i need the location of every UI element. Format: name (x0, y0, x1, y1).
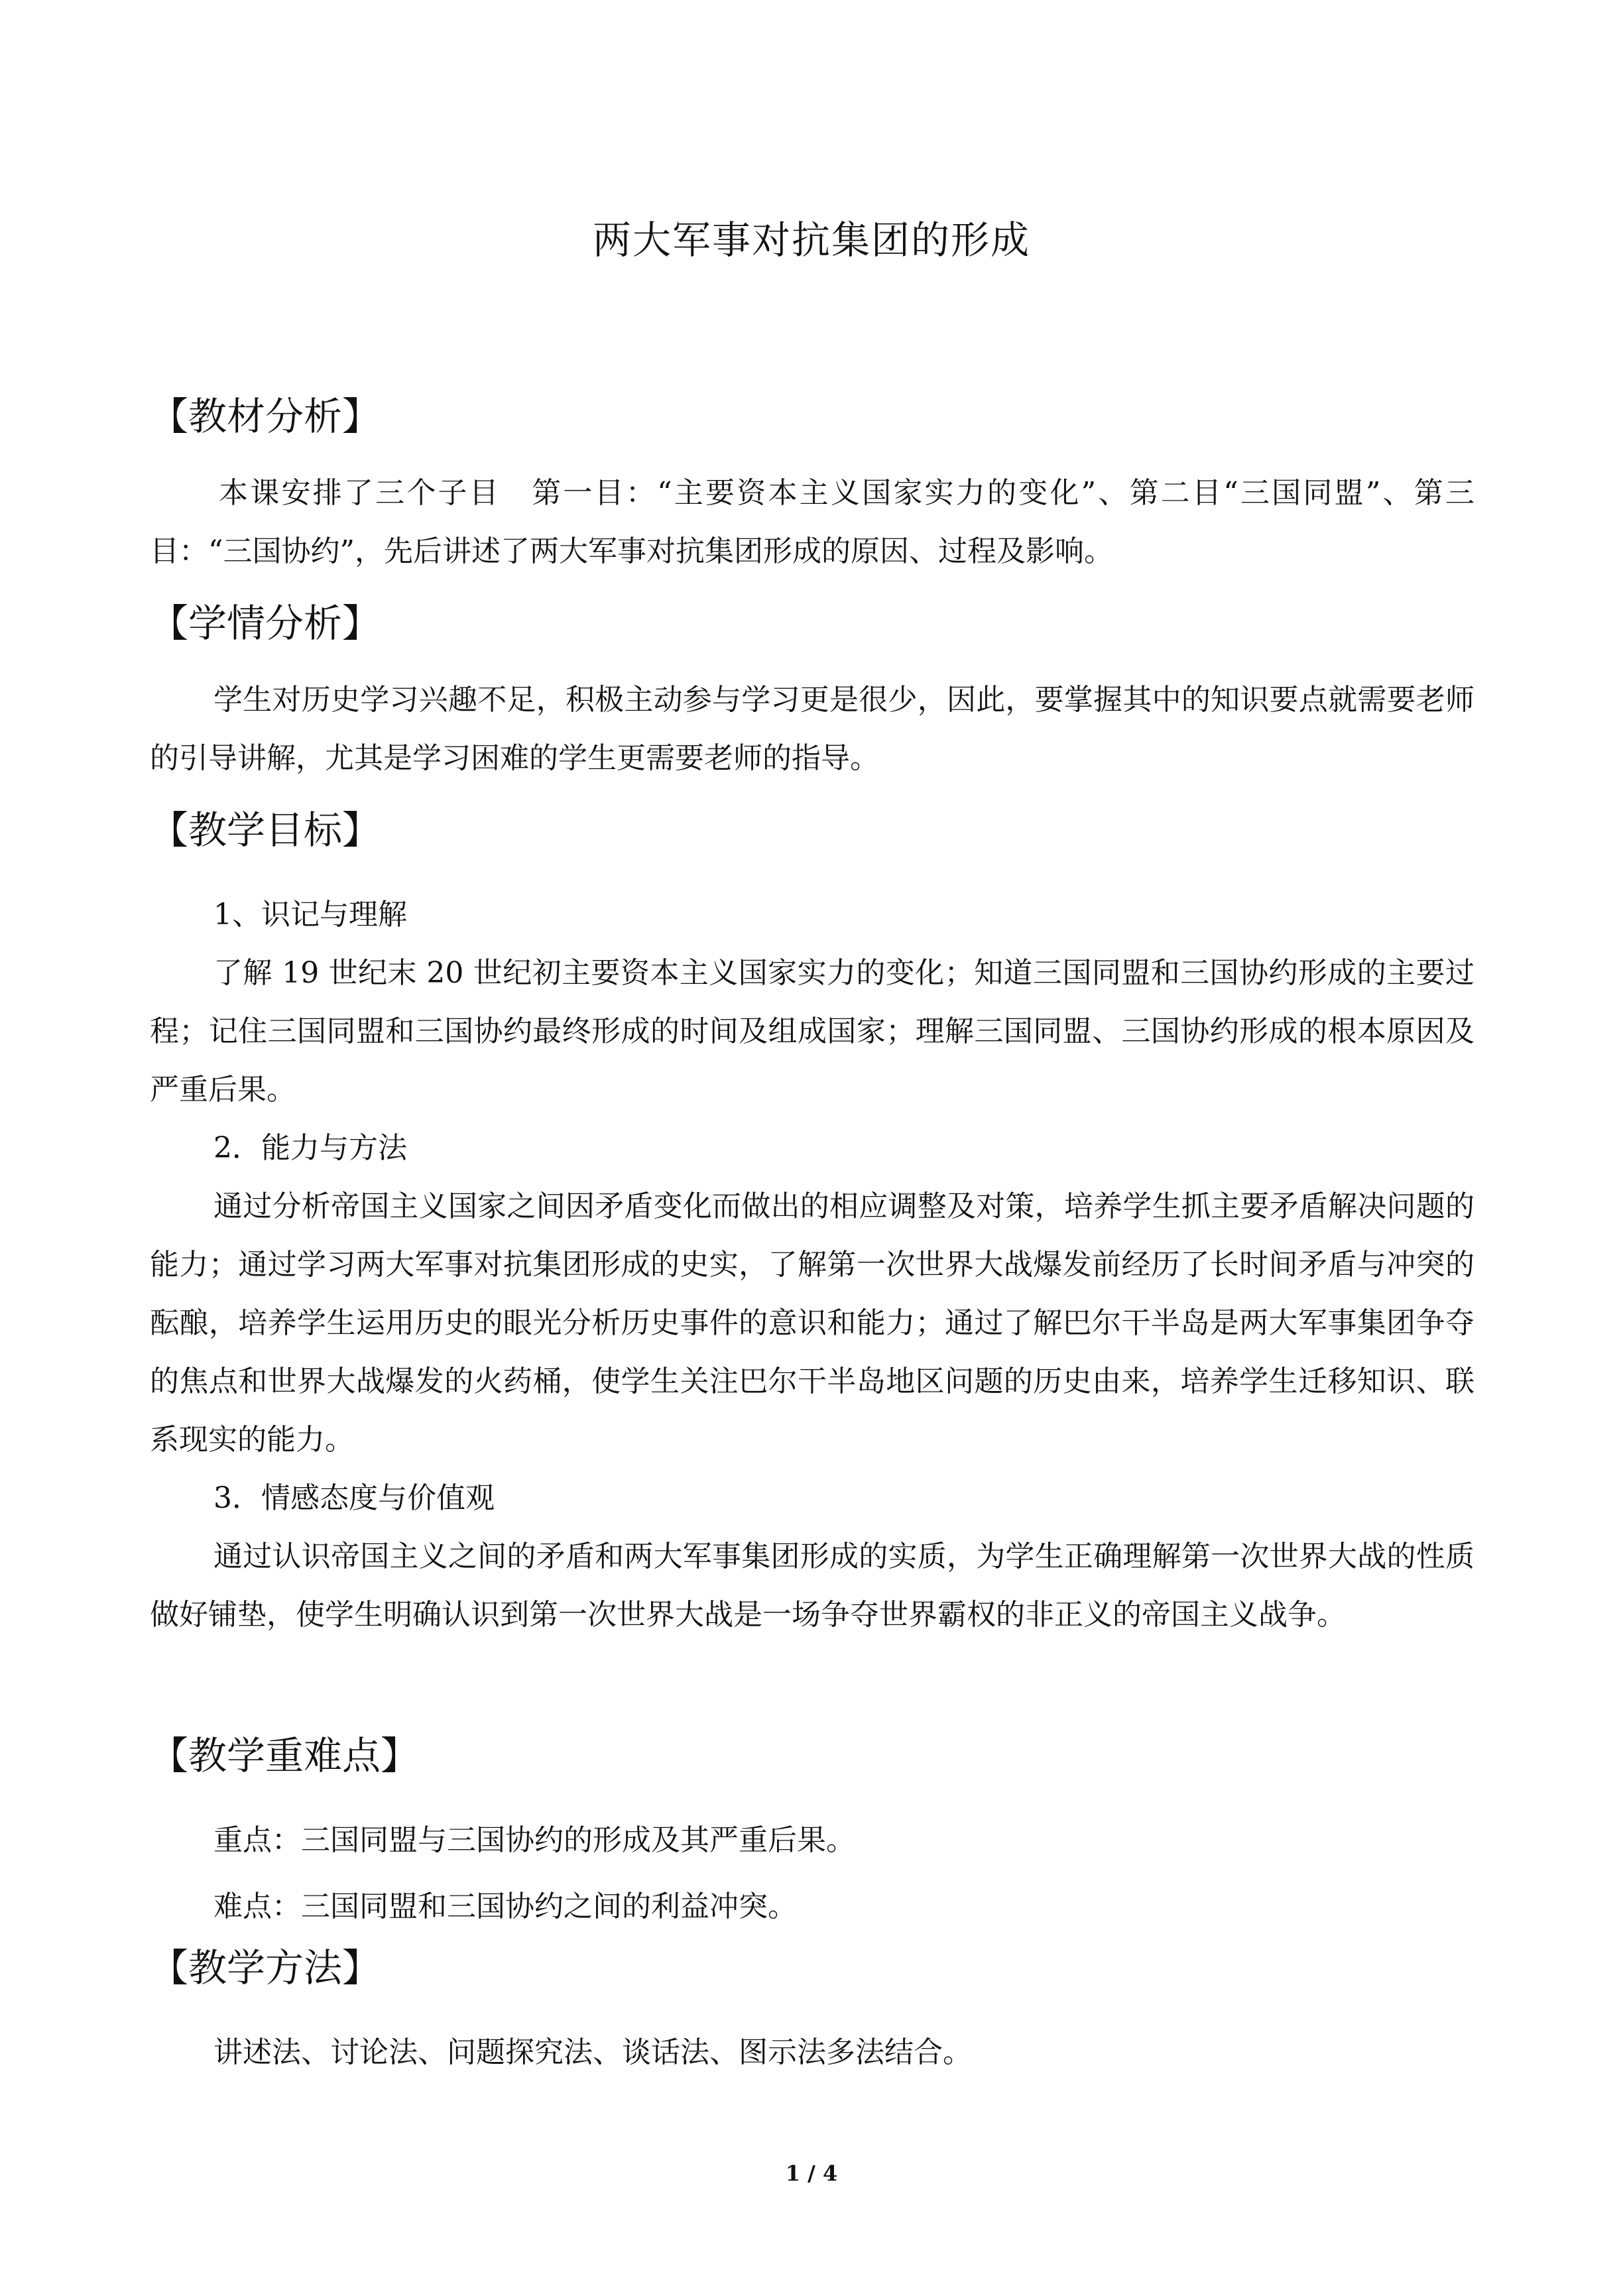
section-heading-keypoints: 【教学重难点】 (150, 1733, 420, 1778)
section-heading-methods: 【教学方法】 (150, 1945, 381, 1990)
key-point-text: 重点：三国同盟与三国协约的形成及其严重后果。 (213, 1823, 855, 1857)
goal-2-title: 2．能力与方法 (213, 1131, 407, 1165)
goal-1-text: 了解 19 世纪末 20 世纪初主要资本主义国家实力的变化；知道三国同盟和三国协约形成的主要过程；记住三国同盟和三国协约最终形成的时间及组成国家；理解三国同盟、三国协约形成的根本原因及严重后果。 (150, 956, 1474, 1107)
section-heading-goals: 【教学目标】 (150, 808, 381, 853)
goal-3-title: 3．情感态度与价值观 (213, 1481, 495, 1515)
material-analysis-text: 本课安排了三个子目 第一目：“主要资本主义国家实力的变化”、第二目“三国同盟”、第三目：“三国协约”，先后讲述了两大军事对抗集团形成的原因、过程及影响。 (150, 476, 1474, 568)
goal-2-text: 通过分析帝国主义国家之间因矛盾变化而做出的相应调整及对策，培养学生抓主要矛盾解决问题的能力；通过学习两大军事对抗集团形成的史实，了解第一次世界大战爆发前经历了长时间矛盾与冲突的酝酿，培养学生运用历史的眼光分析历史事件的意识和能力；通过了解巴尔干半岛是两大军事集团争夺的焦点和世界大战爆发的火药桶，使学生关注巴尔干半岛地区问题的历史由来，培养学生迁移知识、联系现实的能力。 (150, 1189, 1474, 1457)
goal-3-text: 通过认识帝国主义之间的矛盾和两大军事集团形成的实质，为学生正确理解第一次世界大战的性质做好铺垫，使学生明确认识到第一次世界大战是一场争夺世界霸权的非正义的帝国主义战争。 (150, 1540, 1474, 1632)
page-number: 1 / 4 (785, 2161, 838, 2186)
methods-text: 讲述法、讨论法、问题探究法、谈话法、图示法多法结合。 (213, 2035, 972, 2069)
goal-1-title: 1、识记与理解 (213, 898, 407, 932)
document-title: 两大军事对抗集团的形成 (592, 217, 1030, 263)
section-heading-students: 【学情分析】 (150, 601, 381, 646)
section-heading-material: 【教材分析】 (150, 394, 381, 439)
student-analysis-text: 学生对历史学习兴趣不足，积极主动参与学习更是很少，因此，要掌握其中的知识要点就需要老师的引导讲解，尤其是学习困难的学生更需要老师的指导。 (150, 683, 1474, 775)
difficult-point-text: 难点：三国同盟和三国协约之间的利益冲突。 (213, 1890, 797, 1923)
